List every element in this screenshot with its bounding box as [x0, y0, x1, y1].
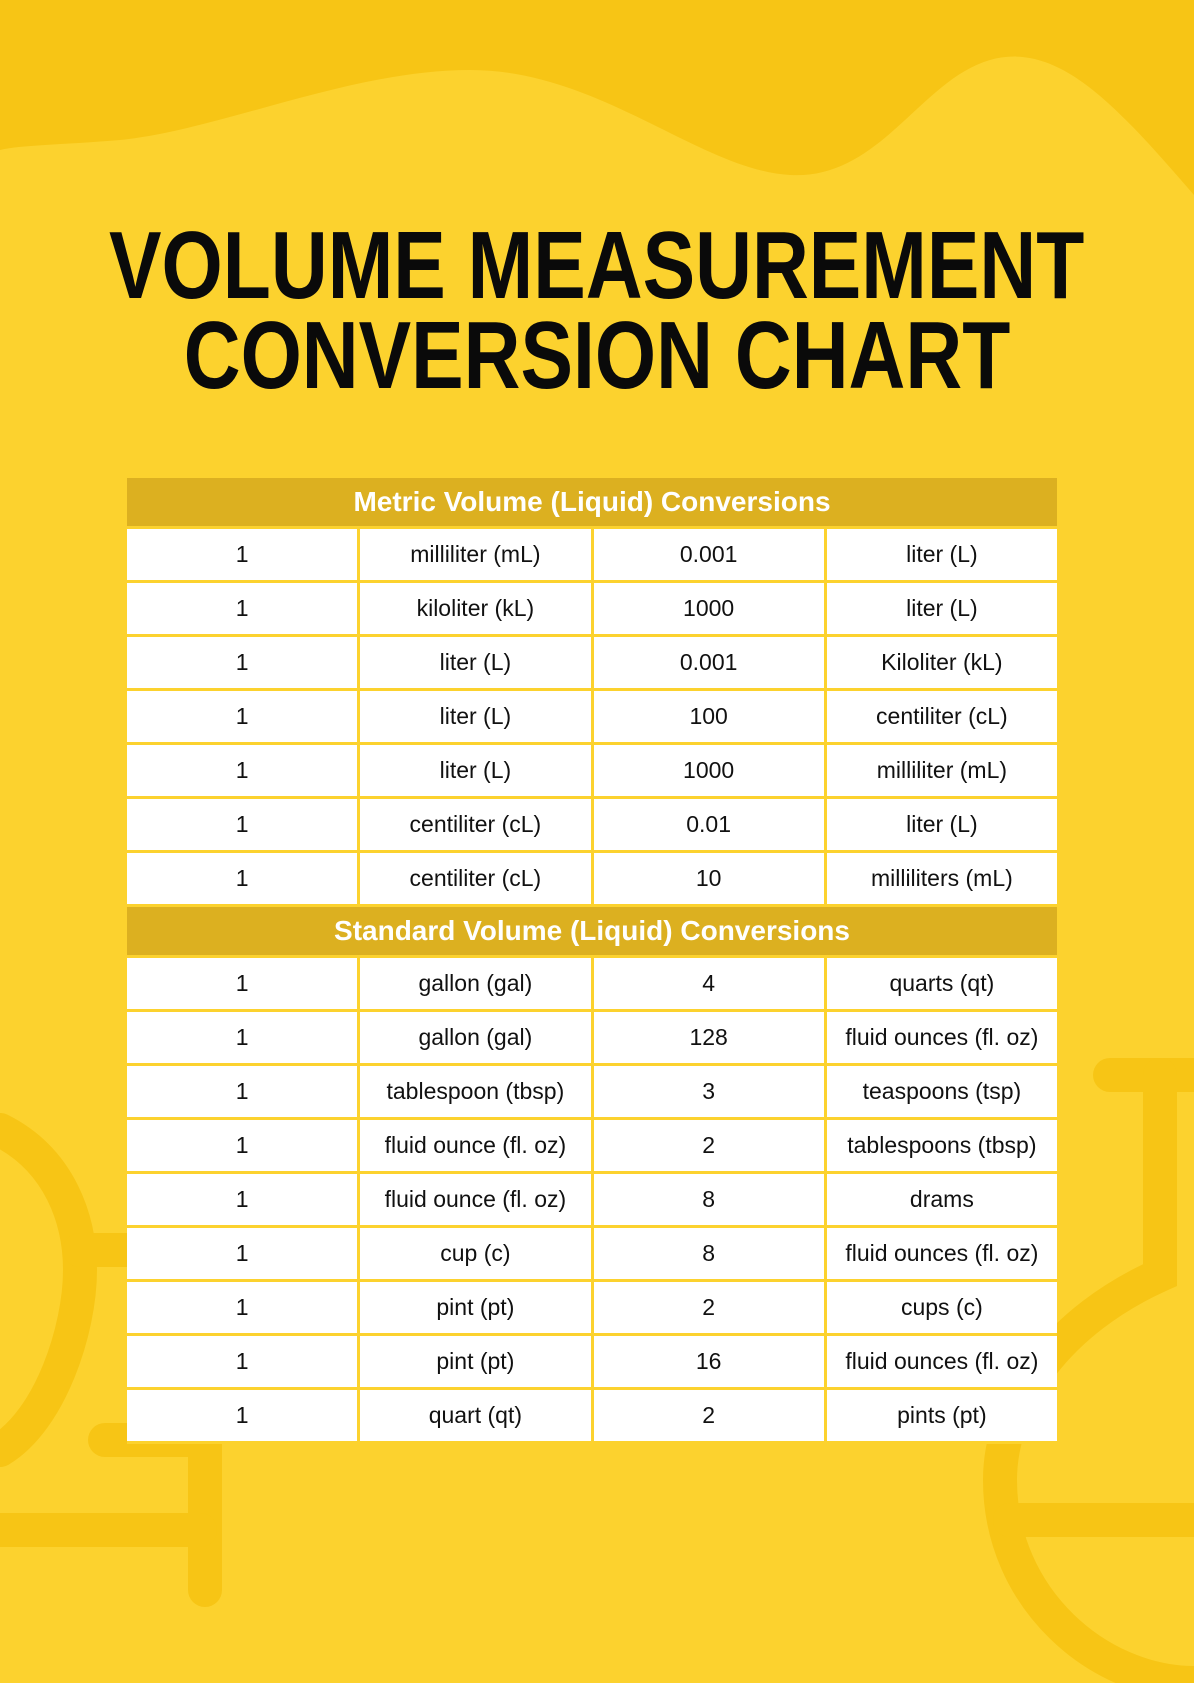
to-unit-cell: liter (L): [827, 529, 1057, 580]
quantity-cell: 1: [127, 1282, 360, 1333]
to-unit-cell: quarts (qt): [827, 958, 1057, 1009]
from-unit-cell: gallon (gal): [360, 958, 593, 1009]
from-unit-cell: kiloliter (kL): [360, 583, 593, 634]
to-unit-cell: fluid ounces (fl. oz): [827, 1228, 1057, 1279]
from-unit-cell: liter (L): [360, 637, 593, 688]
table-row: [127, 637, 1057, 691]
factor-cell: 4: [594, 958, 827, 1009]
factor-cell: 10: [594, 853, 827, 904]
section-heading: Metric Volume (Liquid) Conversions: [127, 478, 1057, 529]
from-unit-cell: milliliter (mL): [360, 529, 593, 580]
to-unit-cell: cups (c): [827, 1282, 1057, 1333]
section-heading: Standard Volume (Liquid) Conversions: [127, 907, 1057, 958]
factor-cell: 8: [594, 1228, 827, 1279]
from-unit-cell: liter (L): [360, 691, 593, 742]
factor-cell: 16: [594, 1336, 827, 1387]
to-unit-cell: liter (L): [827, 799, 1057, 850]
top-wave-shape: [0, 0, 1194, 195]
conversion-table: [127, 478, 1057, 1444]
from-unit-cell: quart (qt): [360, 1390, 593, 1441]
title-text: CONVERSION CHART: [183, 302, 1011, 409]
from-unit-cell: pint (pt): [360, 1282, 593, 1333]
quantity-cell: 1: [127, 1336, 360, 1387]
to-unit-cell: milliliters (mL): [827, 853, 1057, 904]
table-row: [127, 1282, 1057, 1336]
factor-cell: 0.001: [594, 637, 827, 688]
factor-cell: 0.01: [594, 799, 827, 850]
quantity-cell: 1: [127, 529, 360, 580]
table-row: [127, 1174, 1057, 1228]
page-title-line1: [0, 212, 1194, 319]
table-row: [127, 1336, 1057, 1390]
to-unit-cell: teaspoons (tsp): [827, 1066, 1057, 1117]
table-row: [127, 745, 1057, 799]
factor-cell: 3: [594, 1066, 827, 1117]
factor-cell: 2: [594, 1282, 827, 1333]
from-unit-cell: cup (c): [360, 1228, 593, 1279]
quantity-cell: 1: [127, 691, 360, 742]
from-unit-cell: centiliter (cL): [360, 853, 593, 904]
quantity-cell: 1: [127, 583, 360, 634]
to-unit-cell: drams: [827, 1174, 1057, 1225]
to-unit-cell: centiliter (cL): [827, 691, 1057, 742]
factor-cell: 8: [594, 1174, 827, 1225]
quantity-cell: 1: [127, 745, 360, 796]
table-row: [127, 1390, 1057, 1444]
quantity-cell: 1: [127, 1390, 360, 1441]
table-row: [127, 691, 1057, 745]
to-unit-cell: liter (L): [827, 583, 1057, 634]
table-row: [127, 853, 1057, 907]
table-row: [127, 1066, 1057, 1120]
from-unit-cell: tablespoon (tbsp): [360, 1066, 593, 1117]
table-row: [127, 529, 1057, 583]
to-unit-cell: fluid ounces (fl. oz): [827, 1336, 1057, 1387]
factor-cell: 100: [594, 691, 827, 742]
quantity-cell: 1: [127, 1228, 360, 1279]
table-row: [127, 1228, 1057, 1282]
factor-cell: 1000: [594, 745, 827, 796]
from-unit-cell: fluid ounce (fl. oz): [360, 1174, 593, 1225]
table-row: [127, 583, 1057, 637]
to-unit-cell: tablespoons (tbsp): [827, 1120, 1057, 1171]
to-unit-cell: pints (pt): [827, 1390, 1057, 1441]
quantity-cell: 1: [127, 1066, 360, 1117]
factor-cell: 0.001: [594, 529, 827, 580]
quantity-cell: 1: [127, 853, 360, 904]
table-row: [127, 799, 1057, 853]
quantity-cell: 1: [127, 1120, 360, 1171]
to-unit-cell: fluid ounces (fl. oz): [827, 1012, 1057, 1063]
from-unit-cell: liter (L): [360, 745, 593, 796]
page-title-line2: [0, 302, 1194, 409]
factor-cell: 1000: [594, 583, 827, 634]
table-row: [127, 958, 1057, 1012]
from-unit-cell: centiliter (cL): [360, 799, 593, 850]
factor-cell: 128: [594, 1012, 827, 1063]
table-row: [127, 1012, 1057, 1066]
table-row: [127, 1120, 1057, 1174]
from-unit-cell: gallon (gal): [360, 1012, 593, 1063]
quantity-cell: 1: [127, 637, 360, 688]
factor-cell: 2: [594, 1120, 827, 1171]
quantity-cell: 1: [127, 1174, 360, 1225]
from-unit-cell: fluid ounce (fl. oz): [360, 1120, 593, 1171]
factor-cell: 2: [594, 1390, 827, 1441]
to-unit-cell: milliliter (mL): [827, 745, 1057, 796]
title-text: VOLUME MEASUREMENT: [109, 212, 1085, 319]
to-unit-cell: Kiloliter (kL): [827, 637, 1057, 688]
from-unit-cell: pint (pt): [360, 1336, 593, 1387]
quantity-cell: 1: [127, 799, 360, 850]
quantity-cell: 1: [127, 958, 360, 1009]
quantity-cell: 1: [127, 1012, 360, 1063]
